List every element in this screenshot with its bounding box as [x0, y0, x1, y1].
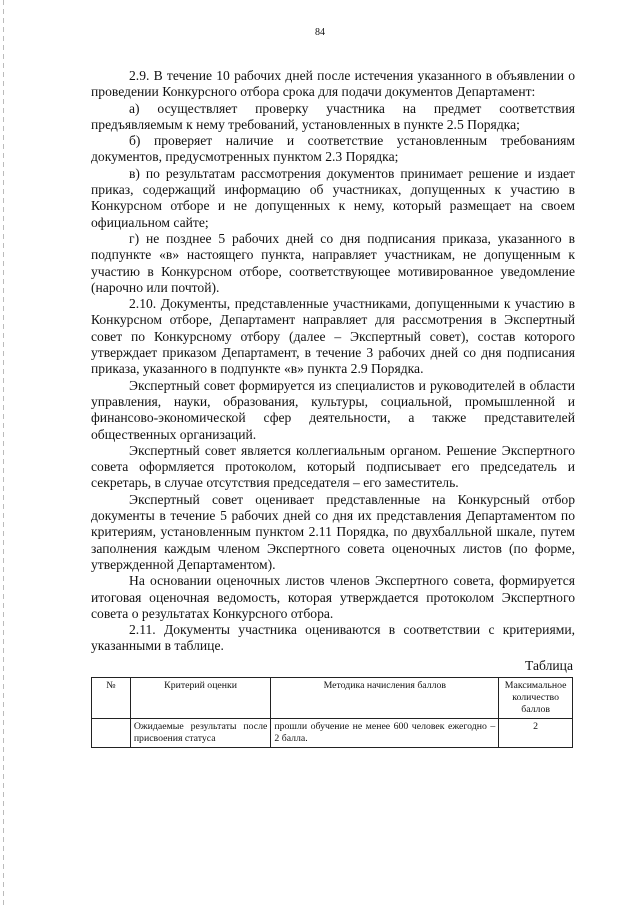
- paragraph-expert-council-protocol: Экспертный совет является коллегиальным органом. Решение Экспертного совета оформляется протоколом, который подписывает его председатель и секретарь, в случае отсутствия председателя – его заместитель.: [91, 442, 575, 491]
- table-caption: Таблица: [525, 657, 573, 673]
- header-method: Методика начисления баллов: [271, 677, 499, 718]
- document-body: [91, 68, 575, 748]
- header-max-points: Максимальное количество баллов: [499, 677, 573, 718]
- paragraph-final-statement: На основании оценочных листов членов Экспертного совета, формируется итоговая оценочная ведомость, которая утверждается протоколом Экспертного совета о результатах Конкурсного отбора.: [91, 573, 575, 621]
- paragraph-2-11: 2.11. Документы участника оцениваются в соответствии с критериями, указанными в таблице.: [91, 622, 575, 654]
- header-number: №: [92, 677, 131, 718]
- paragraph-expert-council-evaluation: Экспертный совет оценивает представленные на Конкурсный отбор документы в течение 5 рабочих дней со дня их представления Департаментом по критериям, установленным пунктом 2.11 Порядка, по двухбалльной шкале, путем заполнения каждым членом Экспертного совета оценочных листов (по форме, утвержденной Департаментом).: [91, 491, 575, 572]
- paragraph-2-9-v: в) по результатам рассмотрения документов принимает решение и издает приказ, содержащий информацию об участниках, допущенных к участию в Конкурсном отборе и не допущенных к нему, который размещает на своем официальном сайте;: [91, 165, 575, 230]
- scan-edge-line: [3, 0, 4, 905]
- paragraph-2-9-b: б) проверяет наличие и соответствие установленным требованиям документов, предусмотренных пунктом 2.3 Порядка;: [91, 133, 575, 165]
- table-row: [92, 718, 573, 747]
- paragraph-2-9-g: г) не позднее 5 рабочих дней со дня подписания приказа, указанного в подпункте «в» настоящего пункта, направляет участникам, не допущенным к участию в Конкурсном отборе, соответствующее мотивированное уведомление (нарочно или почтой).: [91, 230, 575, 295]
- header-criterion: Критерий оценки: [130, 677, 271, 718]
- paragraph-2-9-a: а) осуществляет проверку участника на предмет соответствия предъявляемым к нему требований, установленных в пункте 2.5 Порядка;: [91, 100, 575, 132]
- cell-criterion: Ожидаемые результаты после присвоения статуса: [130, 718, 271, 747]
- cell-method: прошли обучение не менее 600 человек ежегодно – 2 балла.: [271, 718, 499, 747]
- paragraph-2-10: 2.10. Документы, представленные участниками, допущенными к участию в Конкурсном отборе, Департамент направляет для рассмотрения в Экспертный совет по Конкурсному отбору (далее – Экспертный совет), состав которого утверждает приказом Департамент, в течение 3 рабочих дней со дня подписания приказа, указанного в подпункте «в» пункта 2.9 Порядка.: [91, 296, 575, 377]
- paragraph-expert-council-composition: Экспертный совет формируется из специалистов и руководителей в области управления, науки, образования, культуры, социальной, промышленной и финансово-экономической сфер деятельности, а также представителей общественных организаций.: [91, 377, 575, 442]
- criteria-table: [91, 677, 573, 748]
- cell-number: [92, 718, 131, 747]
- page-number: 84: [315, 27, 325, 38]
- cell-max-points: 2: [499, 718, 573, 747]
- paragraph-2-9: 2.9. В течение 10 рабочих дней после истечения указанного в объявлении о проведении Конкурсного отбора срока для подачи документов Департамент:: [91, 68, 575, 100]
- table-header-row: [92, 677, 573, 718]
